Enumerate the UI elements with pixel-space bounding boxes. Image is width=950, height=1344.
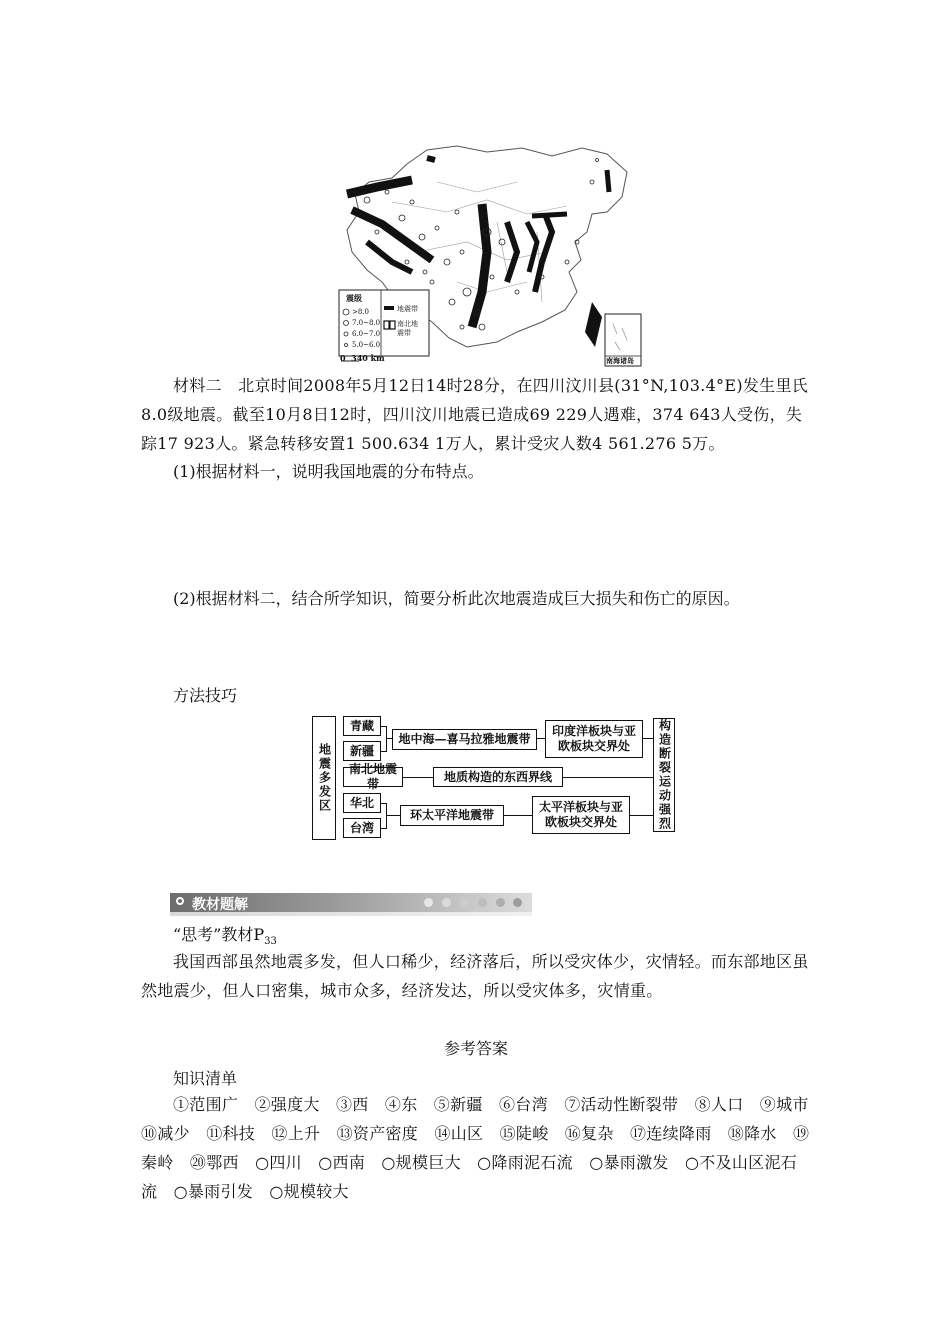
box-qingzang: 青藏 xyxy=(343,716,381,736)
map-scale: 0 340 km xyxy=(340,353,385,363)
dot-icon xyxy=(496,898,505,907)
legend-title: 震级 xyxy=(346,293,362,303)
box-tectonic-activity: 构造断裂运动强烈 xyxy=(653,718,675,832)
think-title-text: “思考”教材P xyxy=(173,925,265,944)
connector xyxy=(381,726,387,727)
pacific-plate-line-1: 太平洋板块与亚 xyxy=(538,800,623,814)
question-2: (2)根据材料二，结合所学知识，简要分析此次地震造成巨大损失和伤亡的原因。 xyxy=(173,589,740,608)
dot-icon xyxy=(478,898,487,907)
box-earthquake-prone-areas: 地震多发区 xyxy=(312,716,336,840)
indian-plate-line-2: 欧板块交界处 xyxy=(557,739,630,753)
legend-item: >8.0 xyxy=(352,308,369,316)
box-pacific-eurasian-plate xyxy=(532,796,630,834)
indian-plate-line-1: 印度洋板块与亚 xyxy=(551,724,636,738)
legend-belt: 地震带 xyxy=(397,305,418,313)
earthquake-distribution-map xyxy=(337,142,643,368)
think-title xyxy=(173,922,277,947)
banner-title: 教材题解 xyxy=(192,897,248,913)
box-indian-eurasian-plate xyxy=(545,720,643,758)
method-tips-title: 方法技巧 xyxy=(173,686,238,705)
question-1: (1)根据材料一，说明我国地震的分布特点。 xyxy=(173,462,484,481)
answers-title: 参考答案 xyxy=(444,1039,509,1058)
legend-ns-belt-2: 震带 xyxy=(397,329,411,337)
dot-icon xyxy=(442,898,451,907)
think-answer: 我国西部虽然地震多发，但人口稀少，经济落后，所以受灾体少，灾情轻。而东部地区虽然地震少，但人口密集，城市众多，经济发达，所以受灾体多，灾情重。 xyxy=(141,952,809,1000)
knowledge-title: 知识清单 xyxy=(173,1069,238,1088)
box-himalaya-belt: 地中海—喜马拉雅地震带 xyxy=(392,729,537,750)
connector xyxy=(381,803,387,804)
knowledge-answer-list: ①范围广 ②强度大 ③西 ④东 ⑤新疆 ⑥台湾 ⑦活动性断裂带 ⑧人口 ⑨城市 ⑩减少 ⑪科技 ⑫上升 ⑬资产密度 ⑭山区 ⑮陡峻 ⑯复杂 ⑰连续降雨 ⑱降水 ⑲秦岭 ⑳鄂西 ○四川 ○西南 ○规模巨大 ○降雨泥石流 ○暴雨激发 ○不及山区泥石流 ○暴雨引发 ○规模较大 xyxy=(141,1095,826,1201)
box-taiwan: 台湾 xyxy=(343,818,381,838)
connector xyxy=(643,738,653,739)
dot-icon xyxy=(424,898,433,907)
material-2-paragraph: 材料二 北京时间2008年5月12日14时28分，在四川汶川县(31°N,103.4°E)发生里氏8.0级地震。截至10月8日12时，四川汶川地震已造成69 229人遇难，374 643人受伤，失踪17 923人。紧急转移安置1 500.634 1万人，累计受灾人数4 561.276 5万。 xyxy=(141,376,809,453)
section-banner-textbook xyxy=(170,893,532,918)
earthquake-zone-flowchart xyxy=(312,714,704,842)
connector xyxy=(381,828,387,829)
legend-ns-belt: 南北地 xyxy=(397,320,418,328)
box-xinjiang: 新疆 xyxy=(343,741,381,761)
box-pacific-ring: 环太平洋地震带 xyxy=(400,805,504,826)
pacific-plate-line-2: 欧板块交界处 xyxy=(544,815,617,829)
dot-icon xyxy=(513,898,522,907)
legend-item: 6.0~7.0 xyxy=(352,330,381,338)
legend-item: 5.0~6.0 xyxy=(352,341,381,349)
china-map-graphic xyxy=(337,142,643,368)
think-page-number: 33 xyxy=(264,936,277,948)
target-icon xyxy=(176,897,184,905)
connector xyxy=(563,777,653,778)
inset-label: 南海诸岛 xyxy=(606,356,634,365)
legend-item: 7.0~8.0 xyxy=(352,319,381,327)
box-huabei: 华北 xyxy=(343,793,381,813)
connector xyxy=(381,751,387,752)
legend-magnitudes xyxy=(352,307,380,351)
box-north-south-belt: 南北地震带 xyxy=(343,767,403,787)
dot-icon xyxy=(460,898,469,907)
connector xyxy=(630,815,653,816)
box-east-west-boundary: 地质构造的东西界线 xyxy=(433,767,563,787)
connector xyxy=(386,815,400,816)
connector xyxy=(403,777,433,778)
connector xyxy=(504,815,532,816)
connector xyxy=(537,738,545,739)
